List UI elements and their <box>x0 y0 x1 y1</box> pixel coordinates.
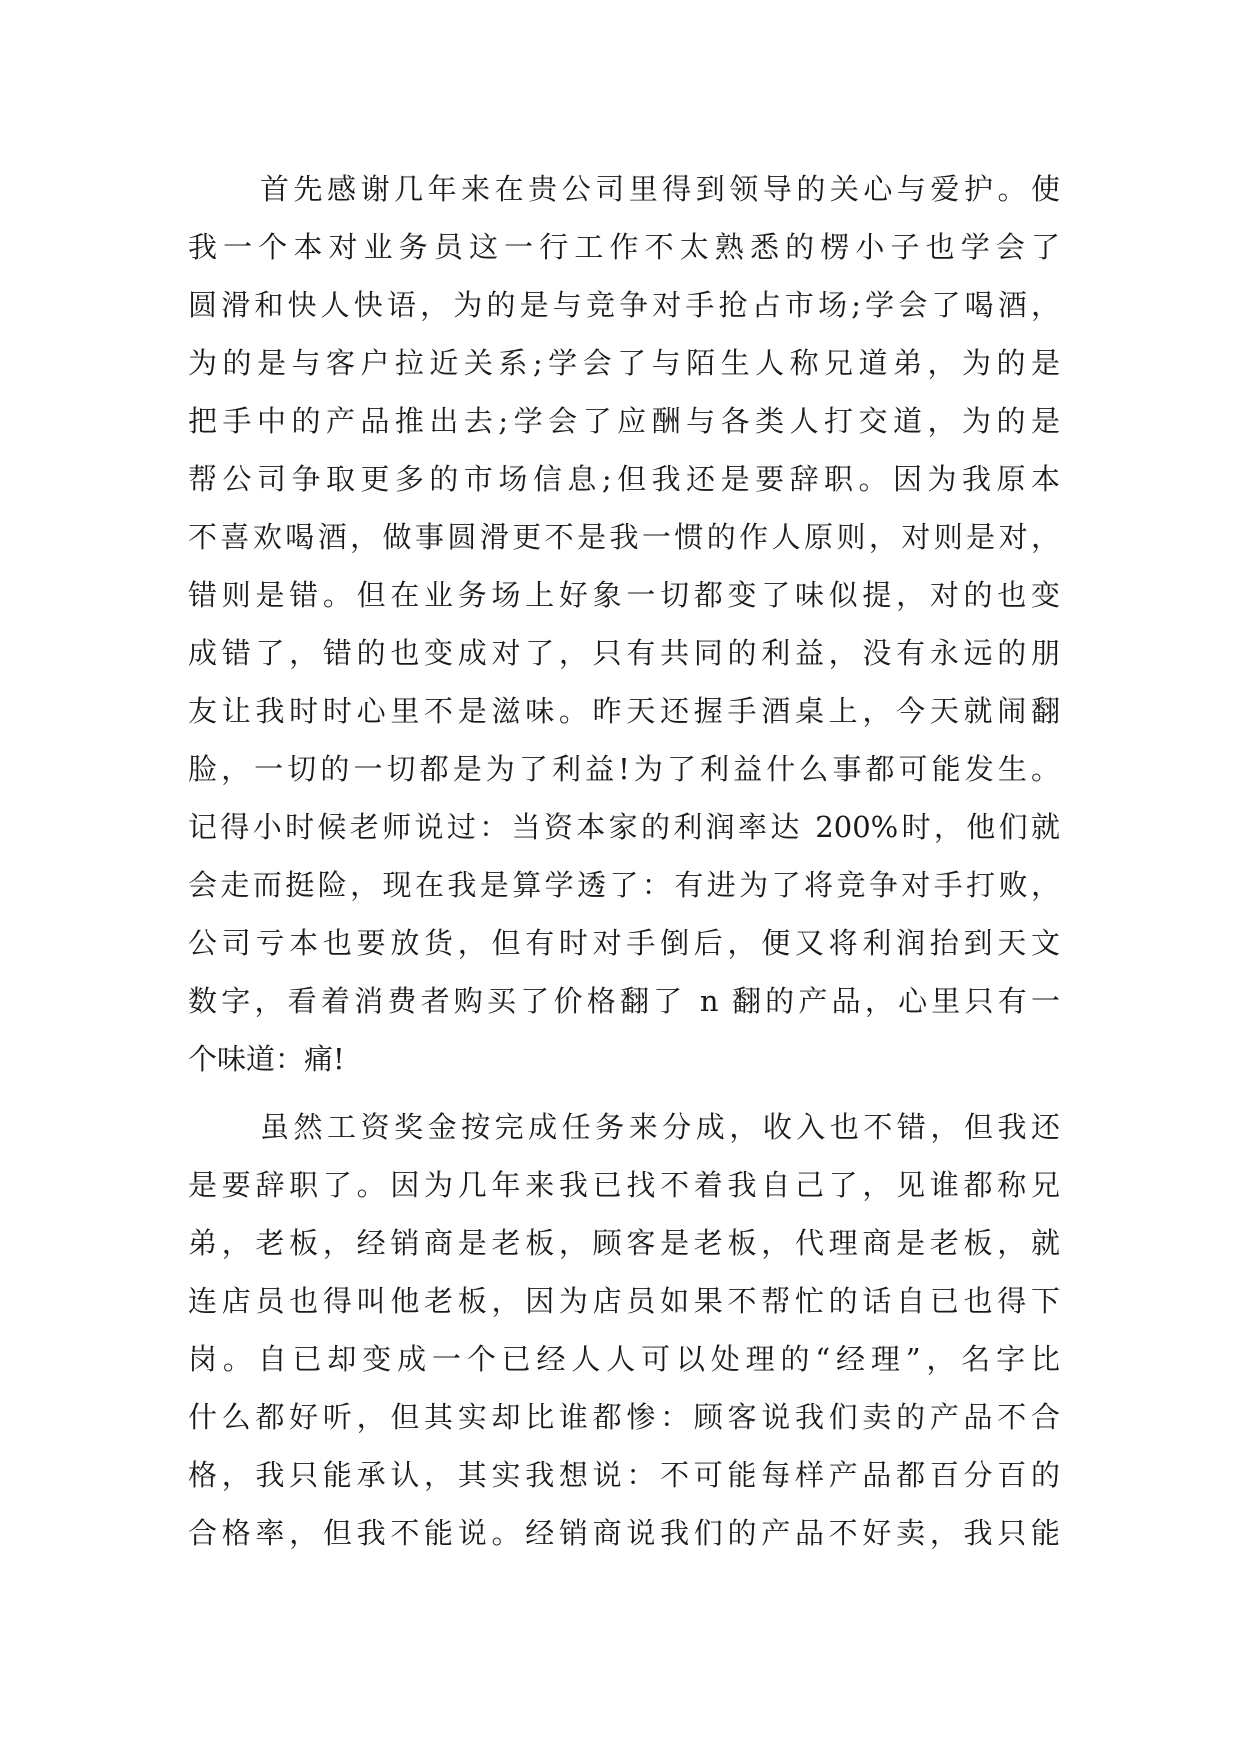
paragraph-gap <box>188 1088 1060 1098</box>
document-body <box>188 160 1060 1562</box>
text-line: 圆滑和快人快语，为的是与竞争对手抢占市场;学会了喝酒， <box>188 288 1060 322</box>
text-line: 数字，看着消费者购买了价格翻了 n 翻的产品，心里只有一 <box>188 984 1060 1018</box>
text-line: 个味道：痛! <box>188 1042 345 1076</box>
text-line: 成错了，错的也变成对了，只有共同的利益，没有永远的朋 <box>188 636 1060 670</box>
paragraph-1 <box>188 160 1060 1088</box>
text-line: 错则是错。但在业务场上好象一切都变了味似提，对的也变 <box>188 578 1060 612</box>
text-line: 会走而挺险，现在我是算学透了：有进为了将竞争对手打败， <box>188 868 1060 902</box>
text-line: 把手中的产品推出去;学会了应酬与各类人打交道，为的是 <box>188 404 1060 438</box>
text-line: 弟，老板，经销商是老板，顾客是老板，代理商是老板，就 <box>188 1226 1060 1260</box>
text-line: 帮公司争取更多的市场信息;但我还是要辞职。因为我原本 <box>188 462 1060 496</box>
paragraph-2 <box>188 1098 1060 1562</box>
text-line: 为的是与客户拉近关系;学会了与陌生人称兄道弟，为的是 <box>188 346 1060 380</box>
text-line: 格，我只能承认，其实我想说：不可能每样产品都百分百的 <box>188 1458 1060 1492</box>
text-line: 记得小时候老师说过：当资本家的利润率达 200%时，他们就 <box>188 810 1060 844</box>
text-line: 我一个本对业务员这一行工作不太熟悉的楞小子也学会了 <box>188 230 1060 264</box>
text-line: 脸，一切的一切都是为了利益!为了利益什么事都可能发生。 <box>188 752 1060 786</box>
text-line: 什么都好听，但其实却比谁都惨：顾客说我们卖的产品不合 <box>188 1400 1060 1434</box>
text-line: 首先感谢几年来在贵公司里得到领导的关心与爱护。使 <box>260 172 1060 206</box>
text-line: 不喜欢喝酒，做事圆滑更不是我一惯的作人原则，对则是对， <box>188 520 1060 554</box>
text-line: 虽然工资奖金按完成任务来分成，收入也不错，但我还 <box>260 1110 1060 1144</box>
text-line: 公司亏本也要放货，但有时对手倒后，便又将利润抬到天文 <box>188 926 1060 960</box>
text-line: 友让我时时心里不是滋味。昨天还握手酒桌上，今天就闹翻 <box>188 694 1060 728</box>
text-line: 连店员也得叫他老板，因为店员如果不帮忙的话自已也得下 <box>188 1284 1060 1318</box>
text-line: 合格率，但我不能说。经销商说我们的产品不好卖，我只能 <box>188 1516 1060 1550</box>
text-line: 是要辞职了。因为几年来我已找不着我自己了，见谁都称兄 <box>188 1168 1060 1202</box>
text-line: 岗。自已却变成一个已经人人可以处理的“经理”，名字比 <box>188 1342 1060 1376</box>
